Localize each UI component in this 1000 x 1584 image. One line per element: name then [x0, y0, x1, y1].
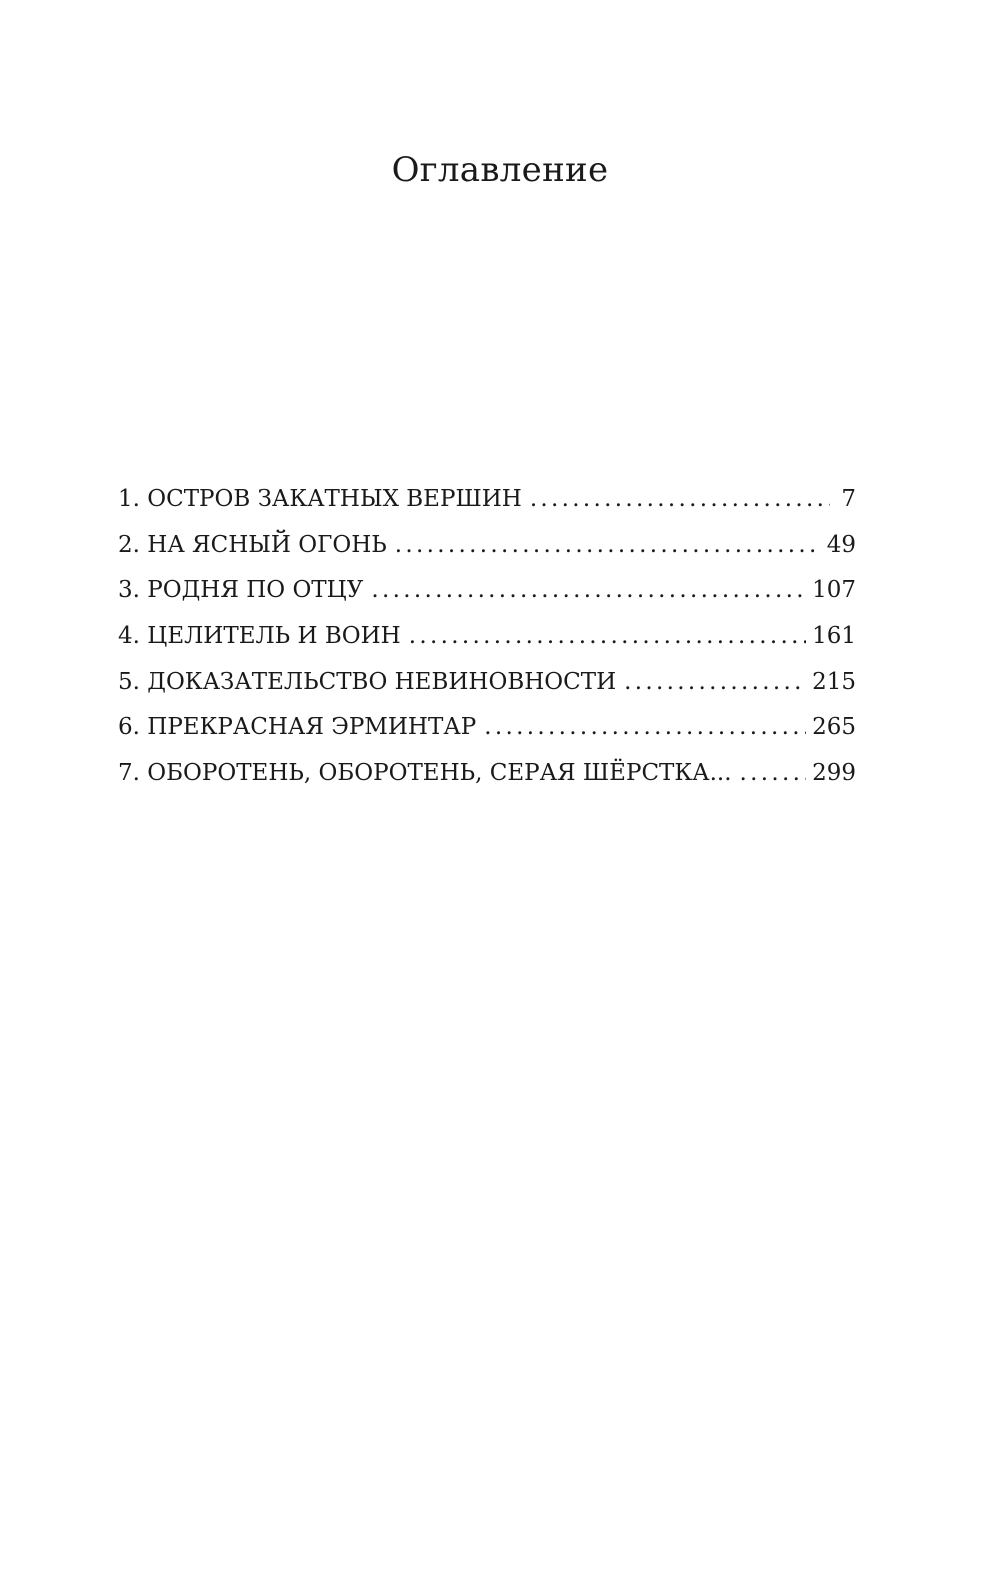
dot-leader [484, 714, 806, 740]
toc-entry-page: 7 [841, 486, 856, 512]
toc-entry [118, 760, 856, 806]
toc-entry-page: 107 [812, 577, 856, 604]
dot-leader [530, 486, 830, 512]
toc-entry [118, 623, 856, 669]
dot-leader [624, 669, 806, 695]
toc-entry [118, 714, 856, 760]
toc-entry [118, 486, 856, 532]
toc-entry-page: 299 [812, 760, 856, 787]
dot-leader [371, 577, 806, 603]
toc-entry-page: 265 [812, 714, 856, 741]
dot-leader [395, 532, 821, 558]
toc-entry-page: 161 [812, 623, 856, 650]
toc-entry [118, 532, 856, 578]
toc-entry-page: 215 [812, 668, 856, 695]
dot-leader [740, 760, 807, 786]
toc-entry-title: 6. ПРЕКРАСНАЯ ЭРМИНТАР [118, 714, 477, 741]
toc-entry-title: 7. ОБОРОТЕНЬ, ОБОРОТЕНЬ, СЕРАЯ ШЁРСТКА... [118, 760, 732, 787]
page-title: Оглавление [391, 150, 609, 190]
toc-entry-title: 3. РОДНЯ ПО ОТЦУ [118, 577, 364, 604]
toc-entry-page: 49 [826, 531, 856, 558]
toc-entry-title: 5. ДОКАЗАТЕЛЬСТВО НЕВИНОВНОСТИ [118, 668, 617, 695]
toc-entry [118, 669, 856, 715]
toc-entry-title: 4. ЦЕЛИТЕЛЬ И ВОИН [118, 623, 401, 650]
toc-entry [118, 577, 856, 623]
toc-entry-title: 2. НА ЯСНЫЙ ОГОНЬ [118, 531, 387, 558]
toc-entry-title: 1. ОСТРОВ ЗАКАТНЫХ ВЕРШИН [118, 486, 522, 512]
dot-leader [409, 623, 806, 649]
table-of-contents [118, 486, 856, 806]
